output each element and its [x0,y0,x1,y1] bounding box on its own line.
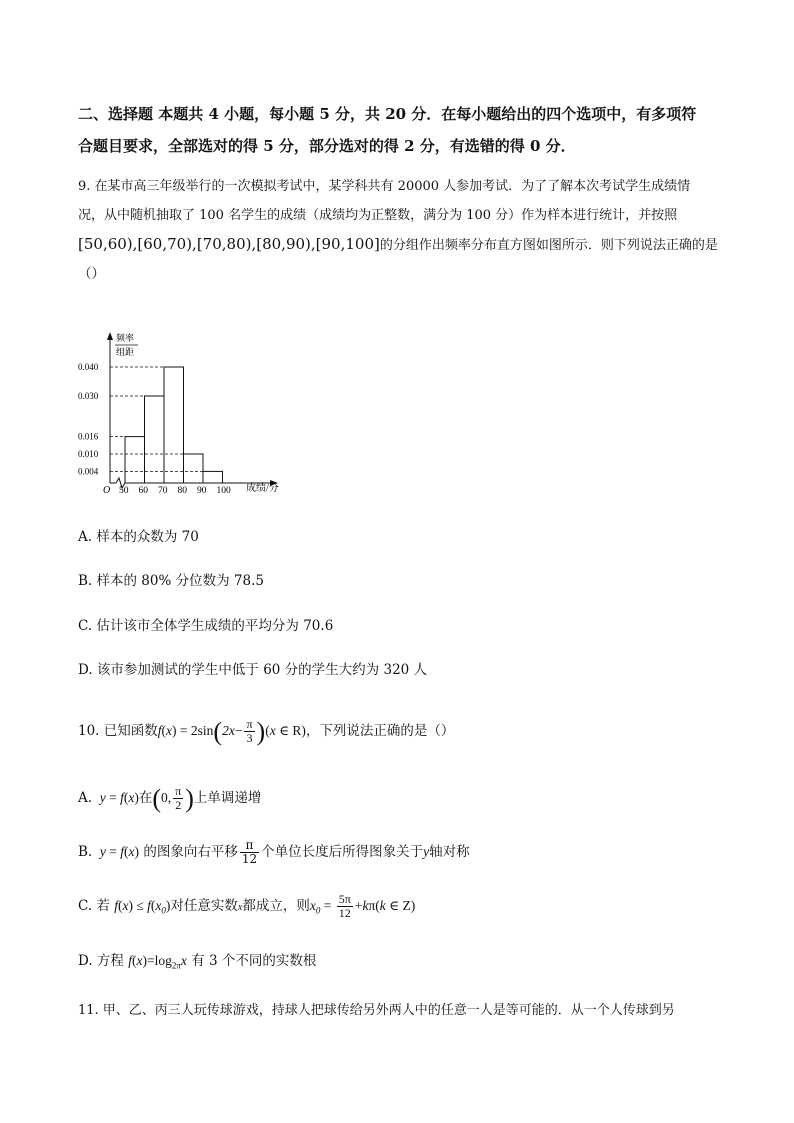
q9-intervals: [50,60),[60,70),[70,80),[80,90),[90,100] [78,235,380,253]
q9-line3 [78,230,728,260]
x-tick-label: 50 [119,486,129,496]
y-tick-label: 0.010 [78,449,99,459]
histogram-bar [125,437,145,483]
y-tick-label: 0.004 [78,466,99,477]
section-header [78,98,728,162]
q10-option-d-eq: $f(x)=\log_{2\pi}x$ [128,953,187,971]
q10-option-b-text1: 的图象向右平移 [143,844,238,860]
q10-option-a [78,784,728,814]
y-tick-label: 0.030 [78,391,99,401]
histogram-bar [145,396,165,483]
section-header-line2: 合题目要求，全部选对的得 5 分，部分选对的得 2 分，有选错的得 0 分． [78,137,576,155]
x-tick-label: 70 [158,486,168,496]
frequency-histogram [74,320,314,500]
q10-option-a-interval: (0, $\frac{\pi}{2}$ ) [152,783,194,813]
histogram-bar [203,471,223,483]
q10-option-b-y: y [423,844,430,859]
q10-option-a-math: y = f(x) [96,790,139,805]
section-header-line1: 二、选择题 本题共 4 小题，每小题 5 分，共 20 分．在每小题给出的四个选项中，有多项符 [78,105,697,123]
ylabel-denominator: 组距 [116,347,135,357]
q10-option-c-text1: 对任意实数 [170,898,238,914]
q10-option-a-tail: 上单调递增 [193,790,262,806]
q9-option-b: B. 样本的 80% 分位数为 78.5 [78,573,264,589]
q10-option-c-text2: 都成立，则 [242,898,310,914]
q9-line2: 况，从中随机抽取了 100 名学生的成绩（成绩均为正整数，满分为 100 分）作为样本进行统计，并按照 [78,208,678,223]
question-11-stem [78,996,728,1025]
q10-option-b-math: y = f(x) [96,844,140,859]
q10-option-d [78,948,728,974]
q9-line3-tail: 的分组作出频率分布直方图如图所示．则下列说法正确的是 [379,238,718,253]
x-tick-label: 60 [138,486,148,496]
q10-suffix: ，下列说法正确的是（） [305,723,455,739]
q9-option-c: C. 估计该市全体学生成绩的平均分为 70.6 [78,618,334,634]
y-tick-label: 0.016 [78,431,99,442]
q9-option-d: D. 该市参加测试的学生中低于 60 分的学生大约为 320 人 [78,662,428,678]
histogram-group [78,332,279,496]
q10-option-a-in: 在 [138,790,153,806]
question-9-stem [78,172,728,289]
q10-option-a-label: A. [78,790,93,806]
x-tick-label: 90 [197,486,207,496]
origin-label: O [103,485,111,496]
question-10-stem [78,716,728,748]
y-axis-arrow [107,332,113,340]
q10-option-d-label: D. 方程 [78,953,124,969]
x-tick-label: 80 [177,486,187,496]
q10-prefix: 10. 已知函数 [78,723,158,739]
q10-option-b-label: B. [78,844,93,860]
q10-option-b-text3: 轴对称 [429,844,470,860]
q10-option-c-x: x [237,902,243,913]
q10-option-c [78,892,728,922]
q10-option-c-label: C. 若 [78,898,110,914]
q9-option-a: A. 样本的众数为 70 [78,529,199,545]
ylabel-numerator: 频率 [116,333,135,343]
x-tick-label: 100 [216,486,231,496]
q10-option-b-text2: 个单位长度后所得图象关于 [261,844,424,860]
xlabel: 成绩/分 [246,483,279,494]
q9-line1: 9. 在某市高三年级举行的一次模拟考试中，某学科共有 20000 人参加考试．为了了解本次考试学生成绩情 [78,179,691,194]
q10-function: f(x) = 2sin(2x− $\frac{\pi}{3}$ )(x ∈ R) [157,716,306,746]
histogram-bar [184,454,204,483]
q10-option-d-text: 有 3 个不同的实数根 [191,953,317,969]
q9-answer-paren: （） [78,266,105,282]
histogram-bar [164,367,184,483]
q10-option-c-result: $x_0$ = $\frac{5\pi}{12}$ +kπ(k ∈ Z) [309,892,416,921]
q11-line1: 11. 甲、乙、丙三人玩传球游戏，持球人把球传给另外两人中的任意一人是等可能的．从一个人传球到另 [78,1003,675,1018]
y-tick-label: 0.040 [78,362,99,372]
q10-option-c-ineq: $f(x) \le f(x_0)$ [114,898,171,916]
q10-option-b-fraction: $\frac{\pi}{12}$ [241,838,258,866]
q10-option-b [78,838,728,868]
